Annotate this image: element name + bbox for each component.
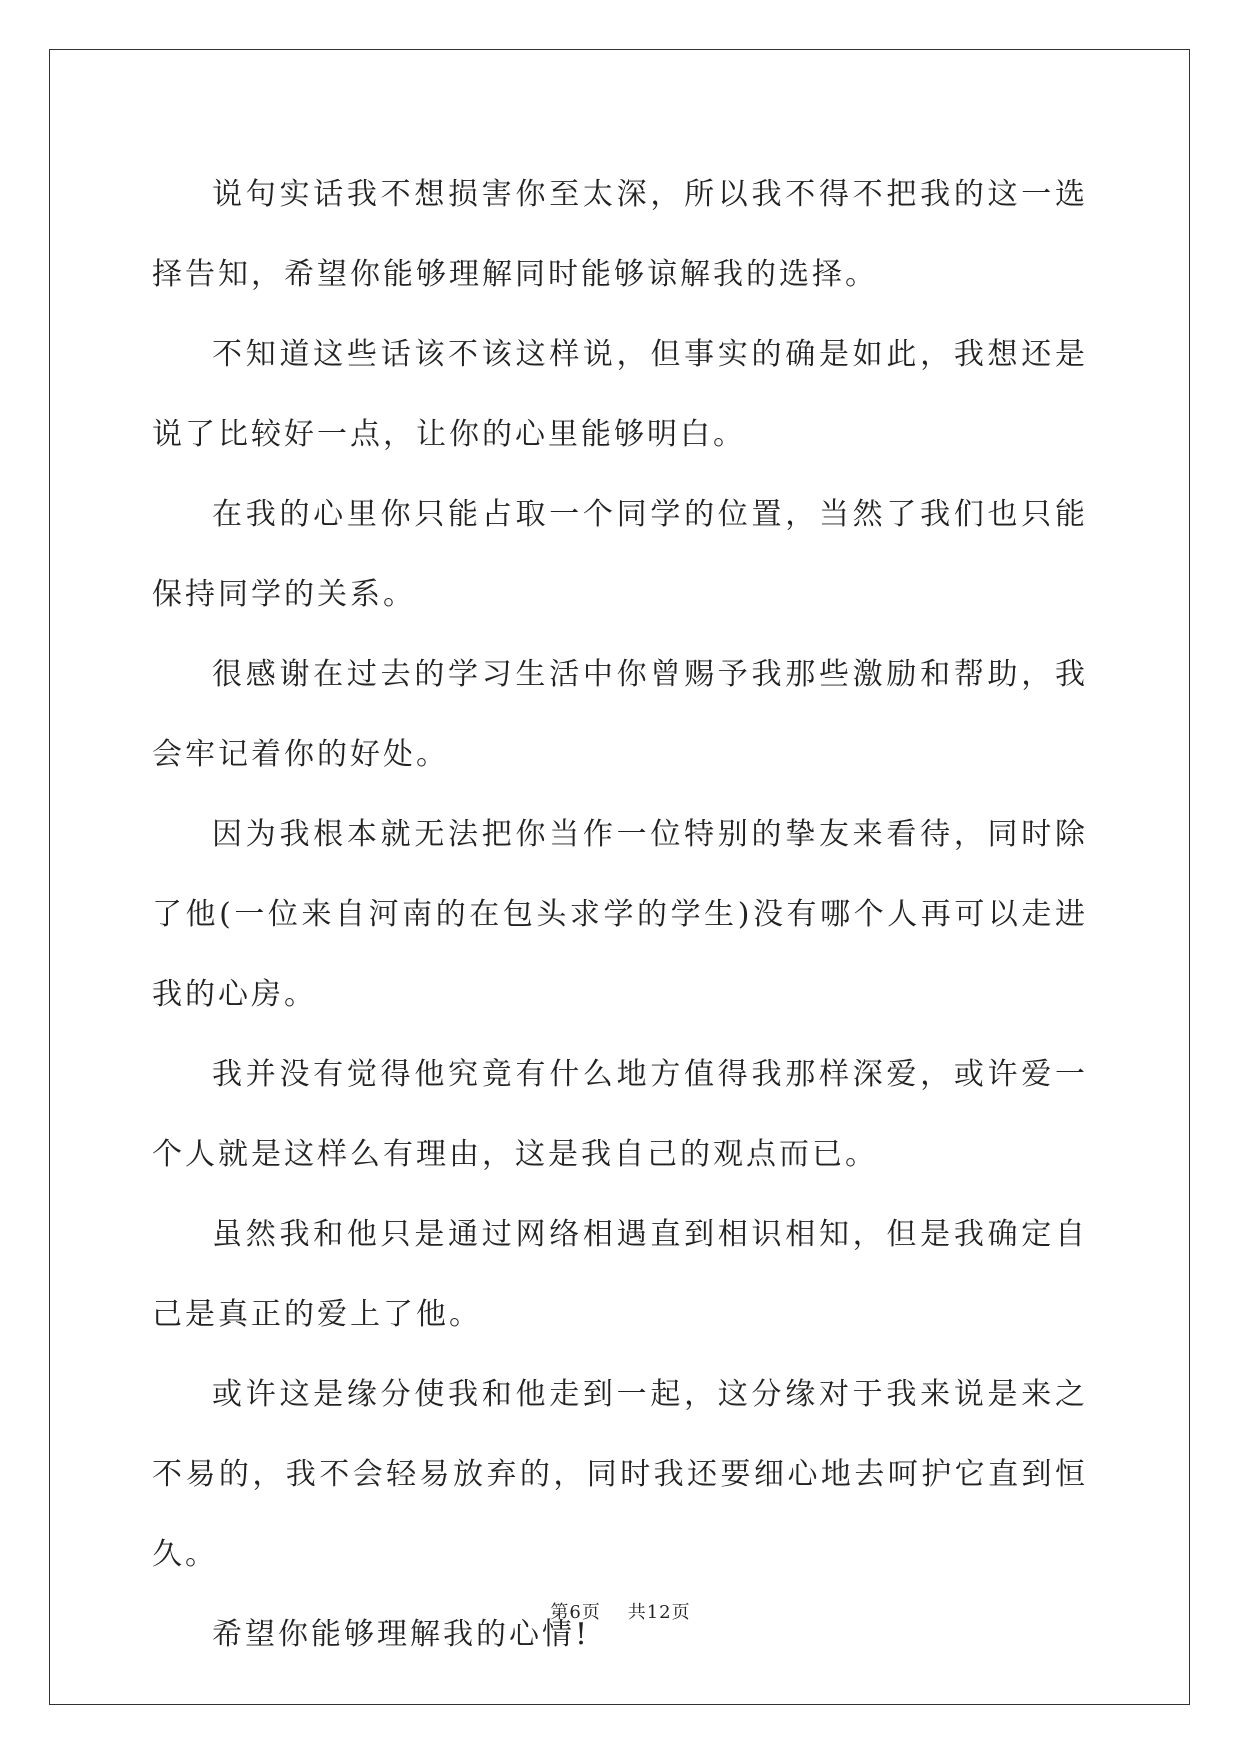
paragraph: 因为我根本就无法把你当作一位特别的挚友来看待，同时除了他(一位来自河南的在包头求学的学生)没有哪个人再可以走进我的心房。	[152, 817, 1088, 1012]
paragraph: 说句实话我不想损害你至太深，所以我不得不把我的这一选择告知，希望你能够理解同时能够谅解我的选择。	[152, 177, 1088, 292]
paragraph: 不知道这些话该不该这样说，但事实的确是如此，我想还是说了比较好一点，让你的心里能够明白。	[152, 337, 1088, 452]
paragraph: 我并没有觉得他究竟有什么地方值得我那样深爱，或许爱一个人就是这样么有理由，这是我自己的观点而已。	[152, 1057, 1088, 1172]
footer-gap	[601, 1602, 628, 1623]
paragraph: 虽然我和他只是通过网络相遇直到相识相知，但是我确定自己是真正的爱上了他。	[152, 1217, 1088, 1332]
paragraph: 在我的心里你只能占取一个同学的位置，当然了我们也只能保持同学的关系。	[152, 497, 1088, 612]
paragraph: 希望你能够理解我的心情!	[212, 1617, 591, 1652]
document-body	[152, 155, 1088, 1675]
page-number: 第6页	[550, 1602, 601, 1623]
paragraph: 很感谢在过去的学习生活中你曾赐予我那些激励和帮助，我会牢记着你的好处。	[152, 657, 1088, 772]
page-footer	[0, 1598, 1241, 1624]
page-total: 共12页	[627, 1602, 691, 1623]
paragraph: 或许这是缘分使我和他走到一起，这分缘对于我来说是来之不易的，我不会轻易放弃的，同时我还要细心地去呵护它直到恒久。	[152, 1377, 1088, 1572]
